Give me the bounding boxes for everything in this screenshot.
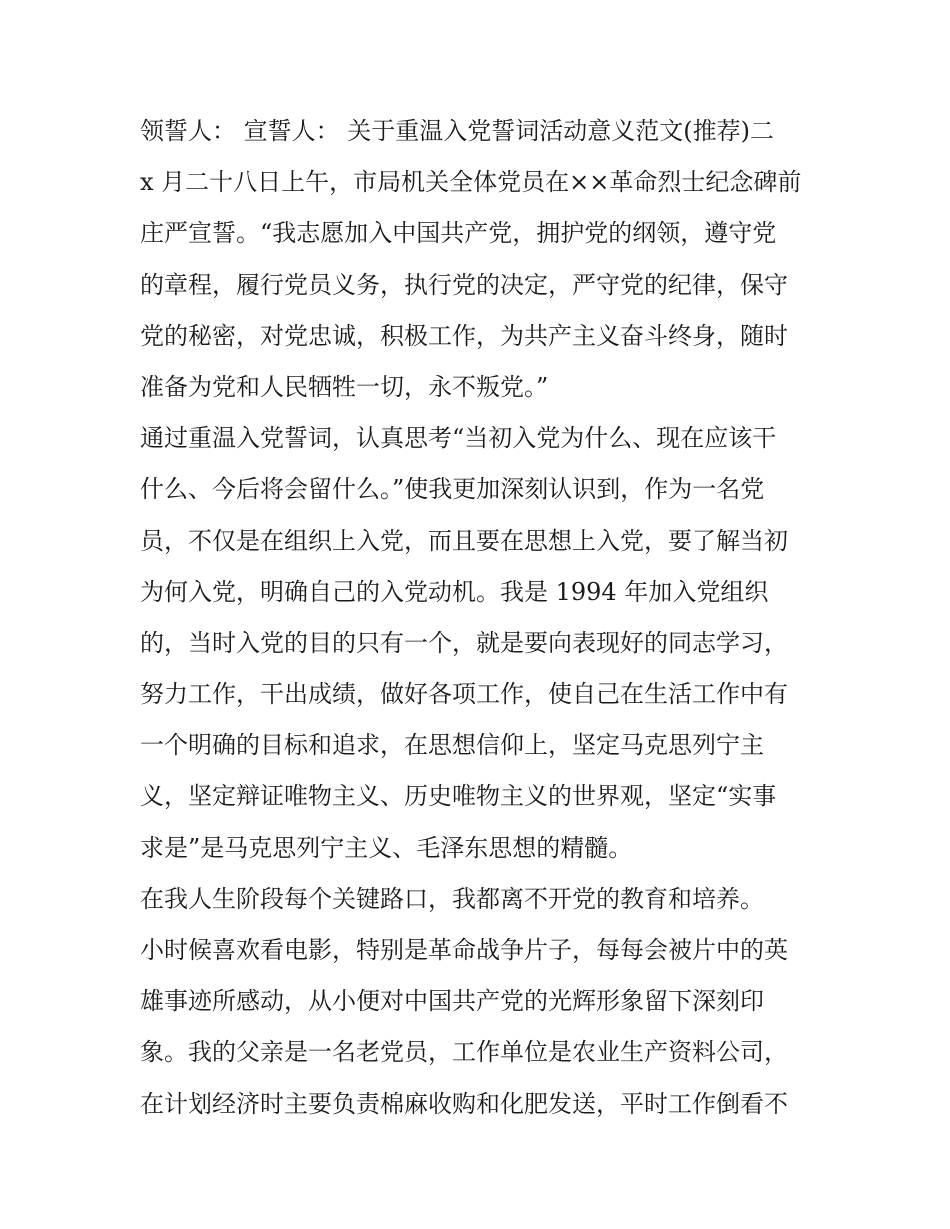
text-line: 党的秘密，对党忠诚，积极工作，为共产主义奋斗终身，随时 [140,321,788,350]
text-line: 象。我的父亲是一名老党员，工作单位是农业生产资料公司， [140,1038,788,1067]
text-line: 庄严宣誓。“我志愿加入中国共产党，拥护党的纲领，遵守党 [140,219,777,248]
text-line: 求是”是马克思列宁主义、毛泽东思想的精髓。 [140,833,633,862]
text-line: 什么、今后将会留什么。”使我更加深刻认识到，作为一名党 [140,475,765,504]
text-line: 领誓人： 宣誓人： 关于重温入党誓词活动意义范文(推荐)二 [140,117,774,145]
text-line: x 月二十八日上午，市局机关全体党员在××革命烈士纪念碑前 [140,168,802,197]
text-line: 在计划经济时主要负责棉麻收购和化肥发送，平时工作倒看不 [140,1089,788,1118]
text-line: 在我人生阶段每个关键路口，我都离不开党的教育和培养。 [140,884,764,913]
text-line: 员，不仅是在组织上入党，而且要在思想上入党，要了解当初 [140,526,788,555]
text-line: 努力工作，干出成绩，做好各项工作，使自己在生活工作中有 [140,680,788,709]
document-body [140,106,820,1130]
text-line: 义，坚定辩证唯物主义、历史唯物主义的世界观，坚定“实事 [140,782,777,811]
text-line: 为何入党，明确自己的入党动机。我是 1994 年加入党组织 [140,577,769,606]
text-line: 准备为党和人民牺牲一切，永不叛党。” [140,372,549,401]
text-line: 的，当时入党的目的只有一个，就是要向表现好的同志学习， [140,628,788,657]
text-line: 通过重温入党誓词，认真思考“当初入党为什么、现在应该干 [140,424,777,453]
text-line: 雄事迹所感动，从小便对中国共产党的光辉形象留下深刻印 [140,987,764,1016]
text-line: 一个明确的目标和追求，在思想信仰上，坚定马克思列宁主 [140,731,764,760]
text-line: 的章程，履行党员义务，执行党的决定，严守党的纪律，保守 [140,270,788,299]
text-line: 小时候喜欢看电影，特别是革命战争片子，每每会被片中的英 [140,936,788,964]
